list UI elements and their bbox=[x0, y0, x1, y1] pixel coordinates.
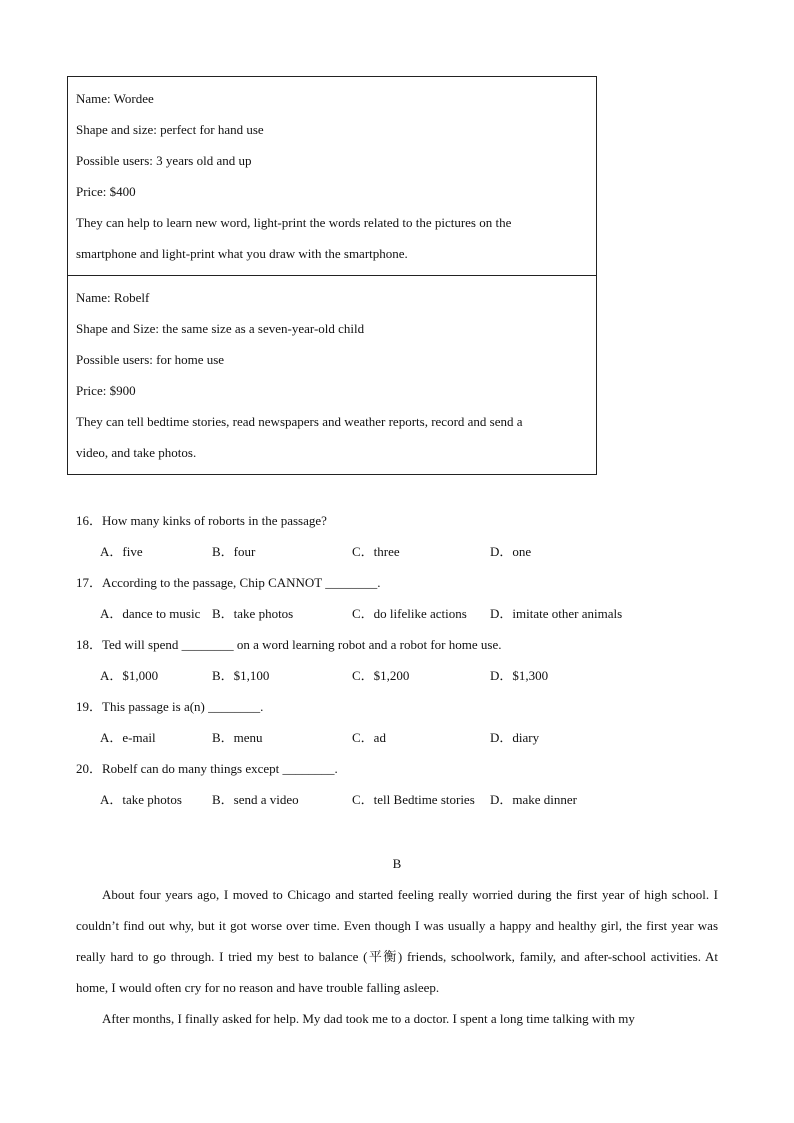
question-options bbox=[76, 784, 756, 815]
robot-description-cont: smartphone and light-print what you draw with the smartphone. bbox=[76, 246, 408, 261]
question-stem: 17．According to the passage, Chip CANNOT ________. bbox=[76, 575, 381, 590]
question-stem: 20．Robelf can do many things except ________. bbox=[76, 761, 338, 776]
question-list bbox=[76, 505, 756, 815]
question-stem: 19．This passage is a(n) ________. bbox=[76, 699, 264, 714]
robot-name: Name: Robelf bbox=[76, 290, 150, 305]
robot-price: Price: $400 bbox=[76, 184, 136, 199]
question-20 bbox=[76, 753, 756, 815]
robot-description-cont: video, and take photos. bbox=[76, 445, 197, 460]
robot-name: Name: Wordee bbox=[76, 91, 154, 106]
robot-cell-robelf bbox=[68, 275, 596, 474]
option-b: B．send a video bbox=[212, 792, 299, 807]
option-b: B．menu bbox=[212, 730, 263, 745]
robot-info-table bbox=[67, 76, 597, 475]
option-b: B．take photos bbox=[212, 606, 294, 621]
option-a: A．five bbox=[100, 544, 143, 559]
option-c: C．do lifelike actions bbox=[352, 606, 467, 621]
paragraph: About four years ago, I moved to Chicago and started feeling really worried during the first year of high school. I couldn’t find out why, but it got worse over time. Even though I was usually a happy and healthy girl, the first year was really hard to go through. I tried my best to balance (平衡) friends, schoolwork, family, and after-school activities. At home, I would often cry for no reason and have trouble falling asleep. bbox=[76, 887, 718, 995]
option-d: D．$1,300 bbox=[490, 668, 549, 683]
section-b bbox=[76, 848, 718, 1034]
option-b: B．four bbox=[212, 544, 256, 559]
question-options bbox=[76, 598, 756, 629]
robot-shape-size: Shape and Size: the same size as a seven-year-old child bbox=[76, 321, 365, 336]
option-b: B．$1,100 bbox=[212, 668, 270, 683]
option-d: D．one bbox=[490, 544, 532, 559]
question-18 bbox=[76, 629, 756, 691]
question-17 bbox=[76, 567, 756, 629]
question-stem: 16．How many kinks of roborts in the passage? bbox=[76, 513, 327, 528]
option-c: C．$1,200 bbox=[352, 668, 410, 683]
question-stem: 18．Ted will spend ________ on a word learning robot and a robot for home use. bbox=[76, 637, 502, 652]
question-19 bbox=[76, 691, 756, 753]
option-a: A．dance to music bbox=[100, 606, 201, 621]
robot-price: Price: $900 bbox=[76, 383, 136, 398]
question-options bbox=[76, 536, 756, 567]
option-a: A．e-mail bbox=[100, 730, 156, 745]
question-options bbox=[76, 660, 756, 691]
option-c: C．three bbox=[352, 544, 400, 559]
robot-cell-wordee bbox=[68, 77, 596, 275]
robot-users: Possible users: 3 years old and up bbox=[76, 153, 252, 168]
robot-description: They can help to learn new word, light-print the words related to the pictures on the bbox=[76, 215, 512, 230]
robot-shape-size: Shape and size: perfect for hand use bbox=[76, 122, 264, 137]
option-c: C．ad bbox=[352, 730, 386, 745]
option-d: D．make dinner bbox=[490, 792, 578, 807]
paragraph: After months, I finally asked for help. My dad took me to a doctor. I spent a long time talking with my bbox=[102, 1011, 635, 1026]
question-options bbox=[76, 722, 756, 753]
option-c: C．tell Bedtime stories bbox=[352, 792, 475, 807]
section-title: B bbox=[392, 856, 402, 871]
option-d: D．diary bbox=[490, 730, 540, 745]
option-a: A．$1,000 bbox=[100, 668, 159, 683]
robot-description: They can tell bedtime stories, read newspapers and weather reports, record and send a bbox=[76, 414, 523, 429]
robot-users: Possible users: for home use bbox=[76, 352, 225, 367]
option-d: D．imitate other animals bbox=[490, 606, 623, 621]
question-16 bbox=[76, 505, 756, 567]
option-a: A．take photos bbox=[100, 792, 182, 807]
